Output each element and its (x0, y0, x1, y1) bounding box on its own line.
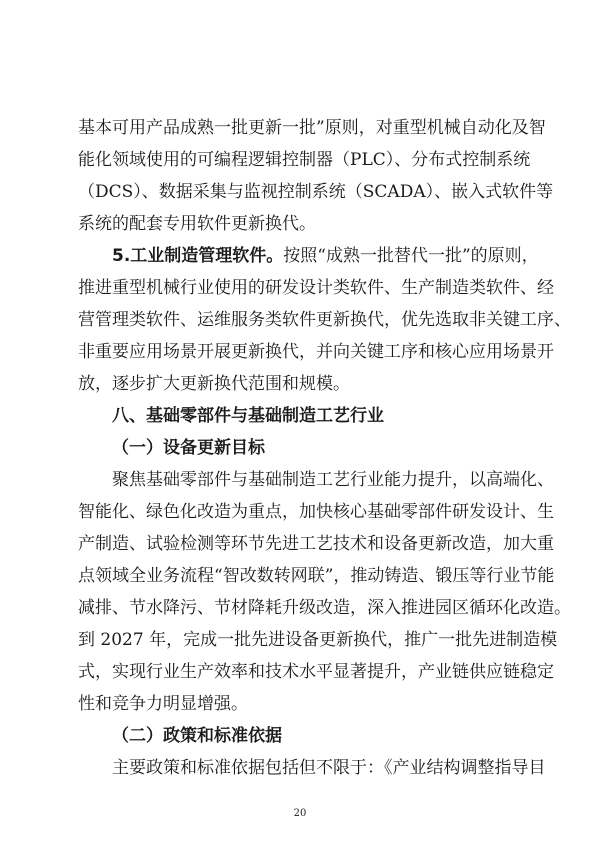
section-heading: 八、基础零部件与基础制造工艺行业 (112, 406, 384, 426)
paragraph-first-line: 聚焦基础零部件与基础制造工艺行业能力提升，以高端化、 (112, 470, 554, 490)
paragraph-line: 放，逐步扩大更新换代范围和规模。 (78, 374, 350, 394)
paragraph-line: 式，实现行业生产效率和技术水平显著提升，产业链供应链稳定 (78, 662, 554, 682)
paragraph-line: 智能化、绿色化改造为重点，加快核心基础零部件研发设计、生 (78, 502, 554, 522)
paragraph-line: 推进重型机械行业使用的研发设计类软件、生产制造类软件、经 (78, 278, 554, 298)
paragraph-line: （DCS）、数据采集与监视控制系统（SCADA）、嵌入式软件等 (78, 182, 554, 202)
page-number: 20 (293, 808, 307, 819)
subsection-heading: （一）设备更新目标 (112, 438, 265, 458)
paragraph-line: 性和竞争力明显增强。 (78, 694, 248, 714)
subsection-heading: （二）政策和标准依据 (112, 726, 282, 746)
paragraph-line: 减排、节水降污、节材降耗升级改造，深入推进园区循环化改造。 (78, 598, 571, 618)
paragraph-line: 到 2027 年，完成一批先进设备更新换代，推广一批先进制造模 (78, 630, 558, 650)
paragraph-line: 基本可用产品成熟一批更新一批”原则，对重型机械自动化及智 (78, 118, 546, 138)
paragraph-line: 系统的配套专用软件更新换代。 (78, 214, 316, 234)
item-title: 5.工业制造管理软件。 (112, 246, 284, 266)
paragraph-line: 非重要应用场景开展更新换代，并向关键工序和核心应用场景开 (78, 342, 554, 362)
paragraph-first-line (112, 244, 539, 268)
paragraph-line: 营管理类软件、运维服务类软件更新换代，优先选取非关键工序、 (78, 310, 571, 330)
paragraph-line: 产制造、试验检测等环节先进工艺技术和设备更新改造，加大重 (78, 534, 554, 554)
paragraph-line: 点领域全业务流程“智改数转网联”，推动铸造、锻压等行业节能 (78, 566, 555, 586)
paragraph-line: 能化领域使用的可编程逻辑控制器（PLC）、分布式控制系统 (78, 150, 531, 170)
paragraph-text: 按照“成熟一批替代一批”的原则， (283, 246, 539, 266)
paragraph-first-line: 主要政策和标准依据包括但不限于：《产业结构调整指导目 (112, 758, 546, 778)
